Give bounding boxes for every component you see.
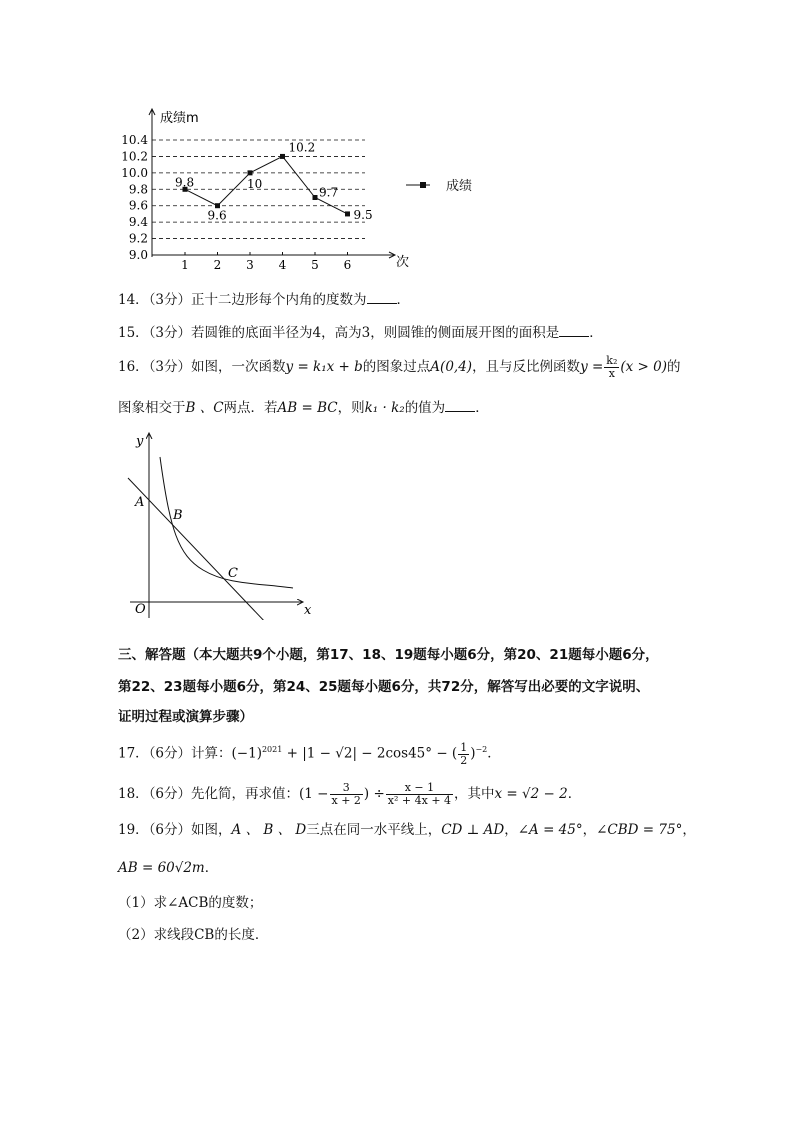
q16-frac-num: k₂ [606, 354, 618, 367]
q16-answer-blank [445, 399, 475, 412]
data-point [345, 211, 350, 216]
q17-exponent-2: −2 [475, 745, 488, 754]
q18-score: （6分） [148, 786, 192, 802]
y-tick-label: 10.0 [121, 165, 148, 180]
q16-l2-f: k₁ · k₂ [364, 400, 405, 416]
data-point [215, 203, 220, 208]
q16-l2-d: AB = BC [277, 400, 338, 416]
y-tick-label: 9.0 [128, 248, 148, 262]
q15-score: （3分） [148, 325, 192, 341]
q16-point-a: A(0,4) [430, 359, 473, 375]
score-line-chart [110, 100, 430, 275]
q16-text-4: 的 [667, 359, 681, 375]
x-tick-label: 3 [246, 258, 254, 272]
q16-end: ． [475, 400, 489, 416]
data-label: 9.6 [207, 208, 227, 223]
y-tick-label: 9.8 [128, 182, 148, 197]
q18-expr-b: ) ÷ [363, 786, 385, 802]
q19-l1-g: ， [582, 822, 597, 838]
q19-ab-length: AB = 60√2m [118, 860, 205, 876]
q19-l1-i: ， [682, 822, 696, 838]
q17-expr-b: + |1 − √2| − 2cos45° − ( [282, 745, 458, 762]
question-14 [118, 290, 410, 310]
x-tick-label: 1 [181, 258, 189, 272]
q16-l2-g: 的值为 [404, 400, 446, 416]
x-tick-label: 4 [278, 258, 287, 272]
q15-answer-blank [559, 324, 589, 337]
q16-number: 16． [118, 359, 149, 375]
q16-l2-b: B 、C [185, 400, 224, 416]
legend-marker [420, 182, 426, 188]
label-x: x [304, 603, 312, 618]
q16-linear-function: y = k₁x + b [285, 359, 363, 375]
q19-l1-d: CD ⊥ AD [441, 822, 505, 838]
legend-label: 成绩 [446, 179, 473, 194]
section-3-heading-1: 三、解答题（本大题共9个小题，第17、18、19题每小题6分，第20、21题每小题6分， [118, 647, 659, 663]
y-tick-label: 10.2 [121, 149, 148, 164]
q16-text-3: ，且与反比例函数 [472, 359, 581, 375]
data-point [248, 170, 253, 175]
q19-l1-c: 三点在同一水平线上， [306, 822, 442, 838]
y-tick-label: 9.6 [128, 198, 148, 213]
q18-expr-a: (1 − [299, 786, 329, 802]
q17-expr-a: (−1) [231, 745, 262, 762]
q15-number: 15． [118, 325, 149, 341]
data-label: 9.5 [353, 207, 373, 222]
q18-f1-den: x + 2 [331, 794, 361, 807]
q16-text-2: 的图象过点 [362, 359, 431, 375]
function-graph [118, 425, 318, 620]
y-tick-label: 10.4 [121, 133, 148, 147]
q18-mid: ，其中 [454, 786, 495, 802]
q16-l2-c: 两点．若 [223, 400, 278, 416]
y-axis-label: 成绩m [160, 111, 199, 126]
q16-score: （3分） [148, 359, 192, 375]
question-19-line-2 [118, 858, 218, 878]
label-a: A [135, 495, 145, 510]
q18-condition: x = √2 − 2 [494, 786, 568, 802]
question-19-line-1 [118, 820, 696, 840]
question-19-sub-1: （1）求∠ACB的度数； [118, 895, 263, 911]
q18-f2-den: x² + 4x + 4 [387, 794, 452, 807]
y-tick-label: 9.4 [128, 215, 148, 230]
q16-inverse-condition: (x > 0) [620, 359, 668, 375]
question-16-line-1 [118, 355, 681, 380]
q16-frac-den: x [608, 367, 615, 380]
q19-l2-end: ． [204, 860, 219, 876]
q19-number: 19． [118, 822, 149, 838]
question-16-line-2 [118, 398, 489, 418]
q17-lead: 计算： [191, 745, 232, 762]
label-y: y [136, 434, 144, 449]
question-17 [118, 740, 501, 767]
x-tick-label: 6 [343, 258, 352, 272]
data-point [280, 154, 285, 159]
q16-inverse-fraction [604, 355, 619, 380]
q15-end: ． [589, 325, 603, 341]
data-label: 9.8 [175, 175, 195, 190]
q17-end: ． [487, 745, 501, 762]
data-labels [175, 140, 373, 222]
q16-l2-a: 图象相交于 [118, 400, 186, 416]
q19-l1-f: ∠A = 45° [517, 822, 583, 838]
data-label: 9.7 [319, 185, 339, 200]
q18-f2-num: x − 1 [386, 782, 453, 795]
q18-number: 18． [118, 786, 149, 802]
section-3-heading-2: 第22、23题每小题6分，第24、25题每小题6分，共72分，解答写出必要的文字说明、 [118, 679, 650, 695]
q19-score: （6分） [148, 822, 192, 838]
section-3-heading-3: 证明过程或演算步骤） [118, 709, 253, 725]
question-19-sub-2: （2）求线段CB的长度． [118, 927, 269, 943]
x-tick-label: 5 [311, 258, 319, 272]
q15-text: 若圆锥的底面半径为4，高为3，则圆锥的侧面展开图的面积是 [191, 325, 560, 341]
q14-text: 正十二边形每个内角的度数为 [191, 292, 367, 308]
q16-l2-e: ，则 [337, 400, 365, 416]
question-15 [118, 323, 603, 343]
x-tick-label: 2 [213, 258, 222, 272]
q18-f1-num: 3 [330, 782, 363, 795]
q18-end: ． [567, 786, 582, 802]
q14-answer-blank [367, 291, 397, 304]
q19-l1-b: A 、 B 、 D [231, 822, 307, 838]
q14-number: 14． [118, 292, 149, 308]
q17-frac-num: 1 [460, 740, 468, 754]
q19-l1-e: ， [504, 822, 518, 838]
q18-lead: 先化简，再求值： [191, 786, 300, 802]
y-tick-label: 9.2 [128, 231, 148, 246]
question-18 [118, 782, 581, 807]
y-tick-labels [121, 133, 148, 262]
q18-fraction-1 [330, 782, 363, 807]
q17-exponent-1: 2021 [261, 745, 283, 754]
label-c: C [228, 566, 238, 581]
label-b: B [173, 508, 183, 523]
q14-end: ． [396, 292, 411, 308]
data-label: 10 [247, 176, 263, 191]
q16-text-1: 如图，一次函数 [191, 359, 286, 375]
label-origin: O [135, 602, 146, 617]
q19-l1-h: ∠CBD = 75° [596, 822, 683, 838]
q17-score: （6分） [148, 745, 192, 762]
q17-expr-c: ) [470, 745, 476, 762]
x-axis-label: 次 [396, 255, 410, 270]
q18-fraction-2 [386, 782, 453, 807]
q16-inverse-lhs: y = [580, 359, 604, 375]
q17-fraction [458, 742, 469, 767]
data-label: 10.2 [288, 140, 316, 155]
data-point [313, 195, 318, 200]
q17-number: 17． [118, 745, 149, 762]
q17-frac-den: 2 [460, 753, 468, 767]
q14-score: （3分） [148, 292, 192, 308]
q19-l1-a: 如图， [191, 822, 232, 838]
chart-legend [406, 182, 430, 188]
